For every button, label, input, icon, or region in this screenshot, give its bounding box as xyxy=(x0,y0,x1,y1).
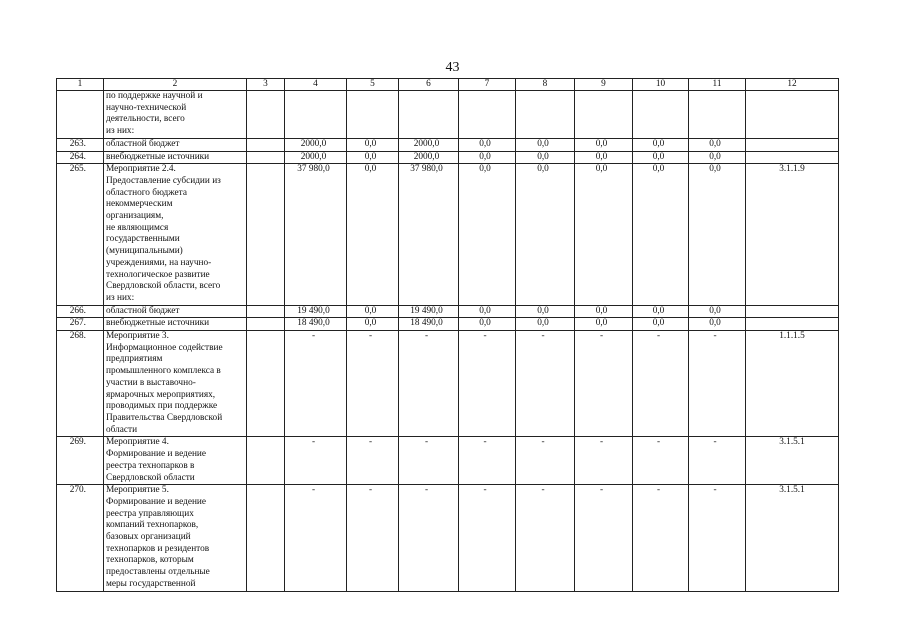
cell-col-3 xyxy=(247,318,285,331)
page-number: 43 xyxy=(445,60,460,75)
description-line: Мероприятие 3. xyxy=(106,331,169,342)
table-header-row xyxy=(57,79,839,91)
description-line: Мероприятие 5. xyxy=(106,485,169,496)
description-line: участии в выставочно- xyxy=(106,377,196,388)
column-header-2: 2 xyxy=(104,79,247,91)
target-code-cell xyxy=(746,151,839,164)
cell-col-6: 37 980,0 xyxy=(399,164,459,305)
row-description-cell xyxy=(104,437,247,485)
row-description-cell xyxy=(104,305,247,318)
cell-col-5 xyxy=(347,91,399,139)
column-header-7: 7 xyxy=(459,79,516,91)
description-line: технопарков, которым xyxy=(106,555,194,566)
cell-col-9: 0,0 xyxy=(575,305,633,318)
cell-col-7: - xyxy=(459,331,516,437)
description-line: не являющимся xyxy=(106,222,169,233)
description-line: ярмарочных мероприятиях, xyxy=(106,389,216,400)
cell-col-8: 0,0 xyxy=(516,164,575,305)
cell-col-3 xyxy=(247,151,285,164)
target-code-cell xyxy=(746,318,839,331)
cell-col-10: - xyxy=(633,331,689,437)
table-row xyxy=(57,318,839,331)
column-header-10: 10 xyxy=(633,79,689,91)
column-header-9: 9 xyxy=(575,79,633,91)
cell-col-7: - xyxy=(459,485,516,591)
cell-col-11: 0,0 xyxy=(689,151,746,164)
cell-col-6: - xyxy=(399,485,459,591)
table-row xyxy=(57,485,839,591)
cell-col-4: 2000,0 xyxy=(285,151,347,164)
cell-col-8: - xyxy=(516,437,575,485)
column-header-3: 3 xyxy=(247,79,285,91)
description-line: внебюджетные источники xyxy=(106,151,210,162)
cell-col-6: - xyxy=(399,437,459,485)
cell-col-5: 0,0 xyxy=(347,138,399,151)
cell-col-10: - xyxy=(633,437,689,485)
cell-col-9: - xyxy=(575,485,633,591)
description-line: деятельности, всего xyxy=(106,114,185,125)
description-line: Мероприятие 2.4. xyxy=(106,164,176,175)
table-row xyxy=(57,305,839,318)
row-number-cell: 265. xyxy=(57,164,104,305)
cell-col-9: 0,0 xyxy=(575,151,633,164)
cell-col-11: - xyxy=(689,485,746,591)
table-row xyxy=(57,91,839,139)
description-line: базовых организаций xyxy=(106,532,191,543)
target-code-cell: 1.1.1.5 xyxy=(746,331,839,437)
column-header-11: 11 xyxy=(689,79,746,91)
description-line: предоставлены отдельные xyxy=(106,567,210,578)
cell-col-9: - xyxy=(575,437,633,485)
row-number-cell: 268. xyxy=(57,331,104,437)
row-number-cell: 270. xyxy=(57,485,104,591)
description-line: Свердловской области xyxy=(106,472,195,483)
cell-col-9 xyxy=(575,91,633,139)
cell-col-7: 0,0 xyxy=(459,138,516,151)
description-line: некоммерческим xyxy=(106,199,173,210)
cell-col-8: - xyxy=(516,331,575,437)
target-code-cell xyxy=(746,138,839,151)
cell-col-6: 18 490,0 xyxy=(399,318,459,331)
cell-col-11: 0,0 xyxy=(689,164,746,305)
description-line: Правительства Свердловской xyxy=(106,412,223,423)
description-line: государственными xyxy=(106,234,180,245)
row-description-cell xyxy=(104,91,247,139)
cell-col-8 xyxy=(516,91,575,139)
cell-col-3 xyxy=(247,331,285,437)
description-line: внебюджетные источники xyxy=(106,318,210,329)
row-number-cell: 264. xyxy=(57,151,104,164)
column-header-1: 1 xyxy=(57,79,104,91)
description-line: Формирование и ведение xyxy=(106,449,207,460)
cell-col-4: - xyxy=(285,437,347,485)
description-line: учреждениями, на научно- xyxy=(106,257,212,268)
cell-col-4: - xyxy=(285,485,347,591)
cell-col-4: 37 980,0 xyxy=(285,164,347,305)
description-line: технологическое развитие xyxy=(106,269,210,280)
target-code-cell: 3.1.5.1 xyxy=(746,437,839,485)
column-header-8: 8 xyxy=(516,79,575,91)
table-row xyxy=(57,151,839,164)
description-line: реестра управляющих xyxy=(106,508,194,519)
description-line: компаний технопарков, xyxy=(106,520,199,531)
description-line: Предоставление субсидии из xyxy=(106,175,221,186)
table-row xyxy=(57,138,839,151)
cell-col-3 xyxy=(247,485,285,591)
cell-col-8: 0,0 xyxy=(516,138,575,151)
cell-col-8: - xyxy=(516,485,575,591)
row-description-cell xyxy=(104,318,247,331)
description-line: области xyxy=(106,424,138,435)
cell-col-6: 19 490,0 xyxy=(399,305,459,318)
cell-col-5: 0,0 xyxy=(347,151,399,164)
description-line: по поддержке научной и xyxy=(106,91,203,101)
cell-col-5: 0,0 xyxy=(347,164,399,305)
cell-col-6: 2000,0 xyxy=(399,138,459,151)
column-header-6: 6 xyxy=(399,79,459,91)
cell-col-7: - xyxy=(459,437,516,485)
row-number-cell xyxy=(57,91,104,139)
target-code-cell: 3.1.1.9 xyxy=(746,164,839,305)
cell-col-10: - xyxy=(633,485,689,591)
cell-col-7: 0,0 xyxy=(459,151,516,164)
cell-col-6 xyxy=(399,91,459,139)
cell-col-10: 0,0 xyxy=(633,305,689,318)
cell-col-5: 0,0 xyxy=(347,305,399,318)
cell-col-4: 18 490,0 xyxy=(285,318,347,331)
row-number-cell: 269. xyxy=(57,437,104,485)
description-line: предприятиям xyxy=(106,354,163,365)
cell-col-9: 0,0 xyxy=(575,138,633,151)
cell-col-11 xyxy=(689,91,746,139)
cell-col-7: 0,0 xyxy=(459,164,516,305)
cell-col-10: 0,0 xyxy=(633,164,689,305)
cell-col-3 xyxy=(247,138,285,151)
cell-col-8: 0,0 xyxy=(516,305,575,318)
row-number-cell: 266. xyxy=(57,305,104,318)
cell-col-3 xyxy=(247,305,285,318)
cell-col-10: 0,0 xyxy=(633,151,689,164)
description-line: Информационное содействие xyxy=(106,342,223,353)
cell-col-5: - xyxy=(347,331,399,437)
cell-col-3 xyxy=(247,437,285,485)
cell-col-4: 2000,0 xyxy=(285,138,347,151)
cell-col-11: 0,0 xyxy=(689,138,746,151)
table-row xyxy=(57,331,839,437)
description-line: из них: xyxy=(106,126,135,137)
cell-col-11: - xyxy=(689,331,746,437)
column-header-5: 5 xyxy=(347,79,399,91)
cell-col-10: 0,0 xyxy=(633,138,689,151)
cell-col-9: 0,0 xyxy=(575,164,633,305)
description-line: промышленного комплекса в xyxy=(106,366,221,377)
description-line: Формирование и ведение xyxy=(106,496,207,507)
description-line: (муниципальными) xyxy=(106,246,183,257)
cell-col-8: 0,0 xyxy=(516,151,575,164)
row-description-cell xyxy=(104,151,247,164)
cell-col-4: - xyxy=(285,331,347,437)
description-line: областного бюджета xyxy=(106,187,187,198)
cell-col-7: 0,0 xyxy=(459,305,516,318)
cell-col-7 xyxy=(459,91,516,139)
cell-col-5: 0,0 xyxy=(347,318,399,331)
cell-col-6: - xyxy=(399,331,459,437)
cell-col-7: 0,0 xyxy=(459,318,516,331)
row-description-cell xyxy=(104,331,247,437)
cell-col-3 xyxy=(247,91,285,139)
cell-col-6: 2000,0 xyxy=(399,151,459,164)
description-line: реестра технопарков в xyxy=(106,460,195,471)
cell-col-5: - xyxy=(347,485,399,591)
description-line: технопарков и резидентов xyxy=(106,543,210,554)
description-line: Свердловской области, всего xyxy=(106,281,221,292)
description-line: организациям, xyxy=(106,211,164,222)
cell-col-9: - xyxy=(575,331,633,437)
cell-col-10: 0,0 xyxy=(633,318,689,331)
cell-col-3 xyxy=(247,164,285,305)
cell-col-9: 0,0 xyxy=(575,318,633,331)
cell-col-10 xyxy=(633,91,689,139)
description-line: из них: xyxy=(106,292,135,303)
row-number-cell: 263. xyxy=(57,138,104,151)
target-code-cell xyxy=(746,91,839,139)
cell-col-4: 19 490,0 xyxy=(285,305,347,318)
cell-col-11: 0,0 xyxy=(689,318,746,331)
budget-table xyxy=(56,78,839,592)
row-number-cell: 267. xyxy=(57,318,104,331)
description-line: Мероприятие 4. xyxy=(106,437,169,448)
cell-col-11: 0,0 xyxy=(689,305,746,318)
description-line: областной бюджет xyxy=(106,138,180,149)
column-header-12: 12 xyxy=(746,79,839,91)
row-description-cell xyxy=(104,138,247,151)
cell-col-5: - xyxy=(347,437,399,485)
row-description-cell xyxy=(104,164,247,305)
target-code-cell xyxy=(746,305,839,318)
cell-col-4 xyxy=(285,91,347,139)
row-description-cell xyxy=(104,485,247,591)
table-body xyxy=(57,91,839,592)
description-line: проводимых при поддержке xyxy=(106,401,218,412)
column-header-4: 4 xyxy=(285,79,347,91)
description-line: областной бюджет xyxy=(106,305,180,316)
table-row xyxy=(57,164,839,305)
cell-col-8: 0,0 xyxy=(516,318,575,331)
table-row xyxy=(57,437,839,485)
cell-col-11: - xyxy=(689,437,746,485)
target-code-cell: 3.1.5.1 xyxy=(746,485,839,591)
description-line: меры государственной xyxy=(106,578,196,589)
description-line: научно-технической xyxy=(106,102,187,113)
